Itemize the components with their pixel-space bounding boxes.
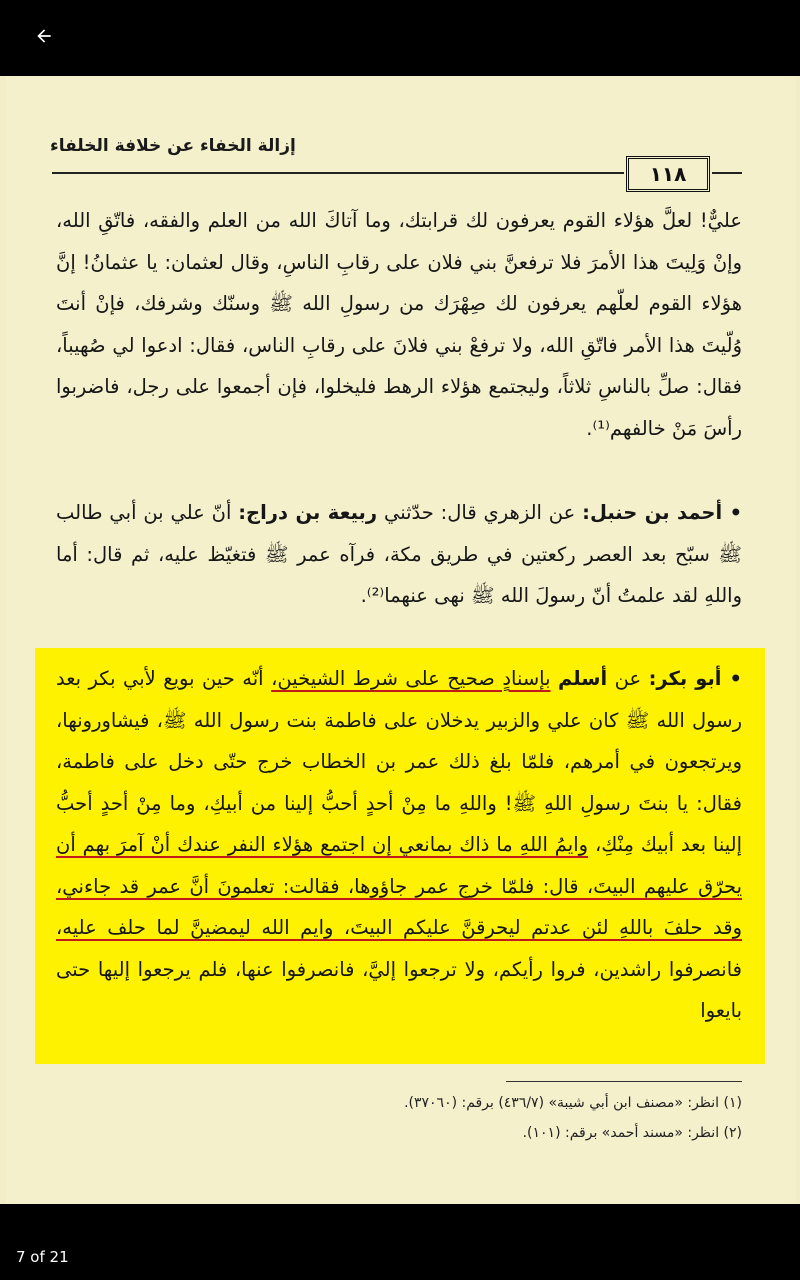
p2-text: أنّ علي بن أبي طالب ﷺ سبّح بعد العصر ركعتين في طريق مكة، فرآه عمر ﷺ فتغيّظ عليه، ثم قال: أما واللهِ لقد علمتُ أنّ رسولَ الله ﷺ نهى عنهما⁽²⁾. [56, 501, 742, 607]
viewer-bottom-bar [0, 1204, 800, 1280]
p3-underlined-text: وايمُ اللهِ ما ذاك بمانعي إن اجتمع هؤلاء النفر عندك أنْ آمرَ بهم أن يحرّق عليهم البيتَ، قال: فلمّا خرج عمر جاؤوها، فقالت: تعلمونَ أنَّ عمر قد جاءني، وقد حلفَ باللهِ لئن عدتم ليحرقنَّ عليكم البيتَ، وايم الله ليمضينَّ لما حلف عليه، [56, 833, 742, 939]
paragraph-3 [56, 658, 742, 1032]
book-title: إزالة الخفاء عن خلافة الخلفاء [50, 136, 296, 156]
footnote-rule [506, 1081, 742, 1082]
paragraph-1 [56, 200, 742, 449]
book-page-image[interactable] [0, 76, 800, 1204]
arrow-left-icon [34, 26, 54, 46]
footnotes [56, 1088, 742, 1148]
p2-author: • أحمد بن حنبل: [582, 501, 743, 524]
p3-chain: عن [614, 667, 642, 690]
p3-isnad: بإسنادٍ صحيح على شرط الشيخين، [271, 667, 551, 690]
back-button[interactable] [24, 16, 64, 56]
p3-text-1: أنّه حين بويع لأبي بكر بعد رسول الله ﷺ كان علي والزبير يدخلان على فاطمة بنت رسول الله ﷺ، فيشاورونها، ويرتجعون في أمرهم، فلمّا بلغ ذلك عمر بن الخطاب خرج حتّى دخل على فاطمة، فقال: يا بنتَ رسولِ اللهِ ﷺ! واللهِ ما مِنْ أحدٍ أحبُّ إلينا من أبيكِ، وما مِنْ أحدٍ أحبُّ إلينا بعد أبيك مِنْكِ، [56, 667, 742, 856]
p3-narrator: أسلم [558, 667, 608, 690]
page-number: ١١٨ [626, 156, 710, 192]
page-counter: 7 of 21 [16, 1248, 69, 1266]
p3-text-2: فانصرفوا راشدين، فروا رأيكم، ولا ترجعوا إليَّ، فانصرفوا عنها، فلم يرجعوا إليها حتى بايعوا [56, 957, 742, 1022]
header-rule-right [712, 172, 742, 174]
paragraph-2 [56, 492, 742, 617]
p2-narrator: ربيعة بن دراج: [238, 501, 378, 524]
footnote-1: (١) انظر: «مصنف ابن أبي شيبة» (٤٣٦/٧) برقم: (٣٧٠٦٠). [404, 1095, 742, 1111]
footnote-2: (٢) انظر: «مسند أحمد» برقم: (١٠١). [522, 1125, 742, 1141]
viewer-top-bar [0, 0, 800, 76]
header-rule-left [52, 172, 624, 174]
p2-chain: عن الزهري قال: حدّثني [383, 501, 576, 524]
p3-author: • أبو بكر: [648, 667, 743, 690]
paragraph-1-text: عليٌّ! لعلَّ هؤلاء القوم يعرفون لك قرابتك، وما آتاكَ الله من العلم والفقه، فاتّقِ الله، وإنْ وَلِيتَ هذا الأمرَ فلا ترفعنَّ بني فلان على رقابِ الناسِ، وقال لعثمان: يا عثمانُ! إنَّ هؤلاء القوم لعلّهم يعرفون لك صِهْرَك من رسولِ الله ﷺ وسنّك وشرفك، فإنْ أنتَ وُلّيتَ هذا الأمر فاتّقِ الله، ولا ترفعْ بني فلانَ على رقابِ الناس، فقال: ادعوا لي صُهيباً، فقال: صلِّ بالناسِ ثلاثاً، وليجتمع هؤلاء الرهط فليخلوا، فإن أجمعوا على رجل، فاضربوا رأسَ مَنْ خالفهم⁽¹⁾. [56, 209, 742, 440]
